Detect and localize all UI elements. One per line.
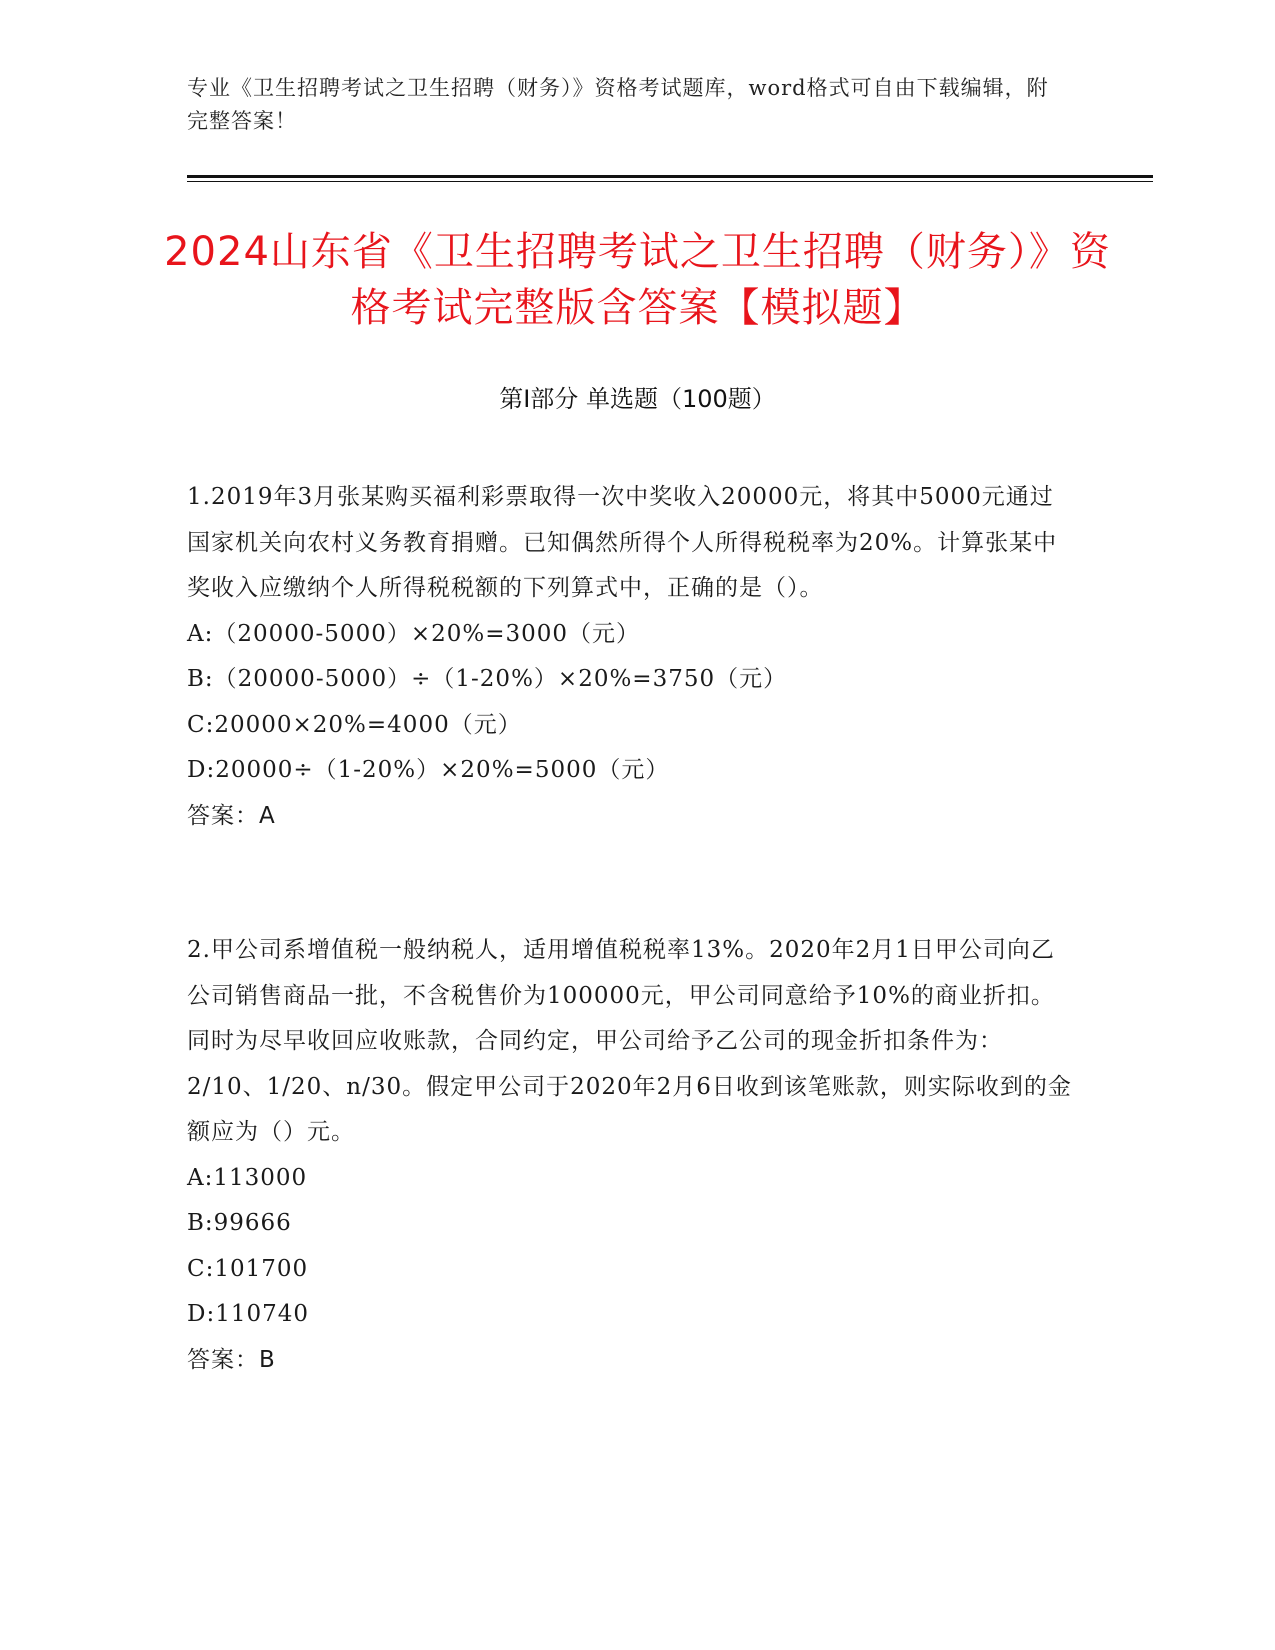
option-d: D:20000÷（1-20%）×20%=5000（元）: [187, 757, 670, 783]
header-rule-thin: [187, 181, 1153, 182]
option-b: B:99666: [187, 1210, 292, 1236]
question-stem: 1.2019年3月张某购买福利彩票取得一次中奖收入20000元，将其中5000元通过国家机关向农村义务教育捐赠。已知偶然所得个人所得税税率为20%。计算张某中奖收入应缴纳个人所得税税额的下列算式中，正确的是（）。: [187, 484, 1058, 601]
option-c: C:101700: [187, 1255, 309, 1282]
header-rule-thick: [187, 175, 1153, 178]
question-stem: 2.甲公司系增值税一般纳税人，适用增值税税率13%。2020年2月1日甲公司向乙公司销售商品一批，不含税售价为100000元，甲公司同意给予10%的商业折扣。同时为尽早收回应收账款，合同约定，甲公司给予乙公司的现金折扣条件为：2/10、1/20、n/30。假定甲公司于2020年2月6日收到该笔账款，则实际收到的金额应为（）元。: [187, 937, 1072, 1145]
question-2: [187, 928, 1077, 1383]
answer: 答案：B: [187, 1346, 276, 1373]
option-c: C:20000×20%=4000（元）: [187, 711, 522, 738]
answer: 答案：A: [187, 802, 276, 829]
option-a: A:113000: [187, 1164, 308, 1191]
section-title: 第Ⅰ部分 单选题（100题）: [499, 385, 776, 413]
option-d: D:110740: [187, 1301, 309, 1327]
question-1: [187, 475, 1077, 839]
document-title: 2024山东省《卫生招聘考试之卫生招聘（财务）》资格考试完整版含答案【模拟题】: [164, 229, 1111, 331]
header-note: 专业《卫生招聘考试之卫生招聘（财务）》资格考试题库，word格式可自由下载编辑，附完整答案！: [187, 76, 1049, 133]
option-b: B:（20000-5000）÷（1-20%）×20%=3750（元）: [187, 666, 788, 692]
option-a: A:（20000-5000）×20%=3000（元）: [187, 620, 641, 647]
